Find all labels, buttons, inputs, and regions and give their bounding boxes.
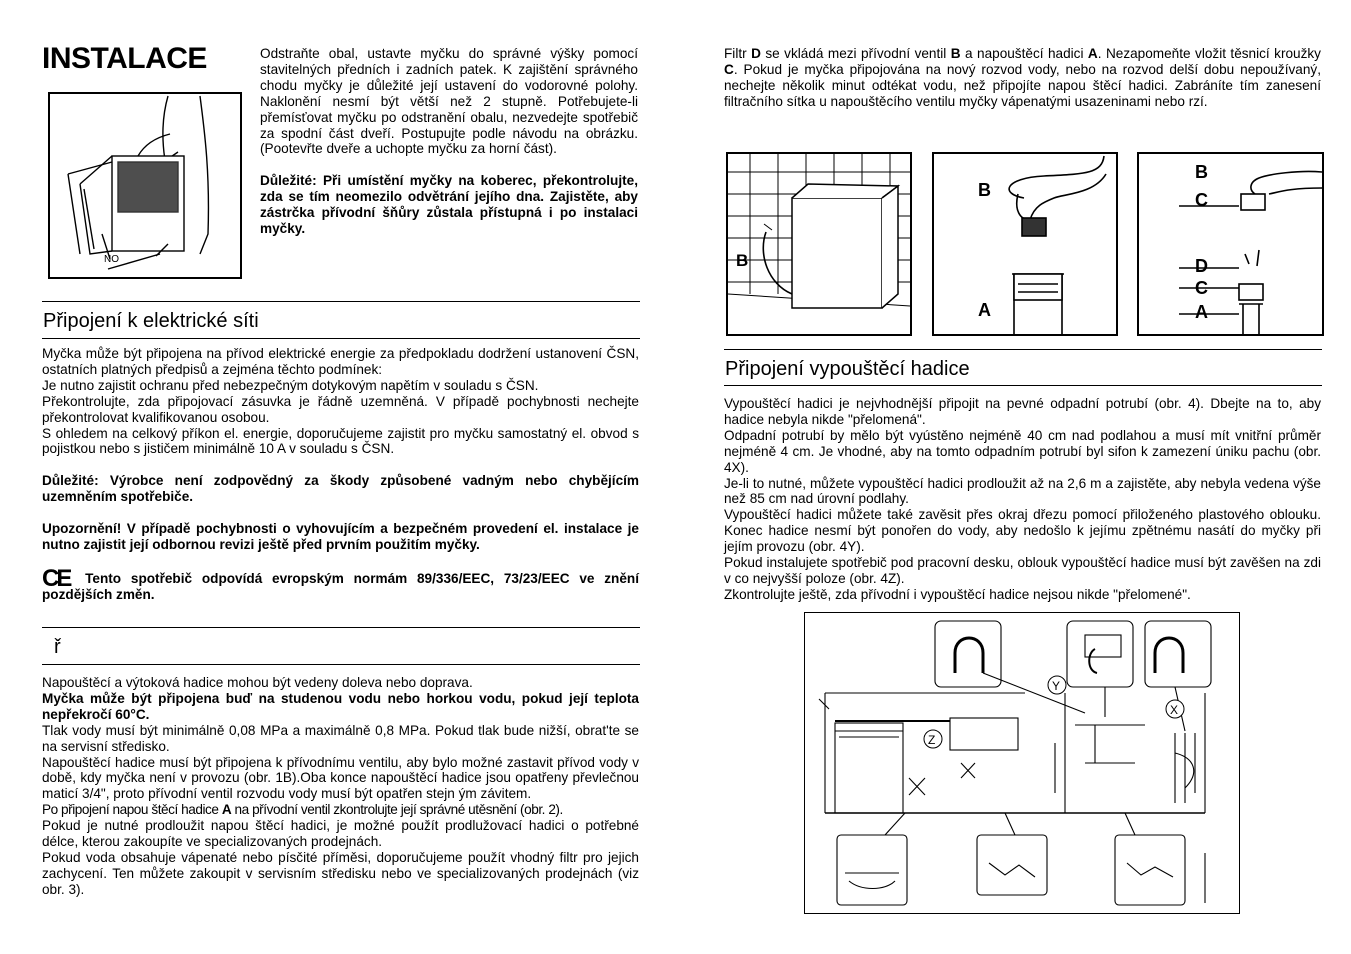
intro-important: Důležité: Při umístění myčky na koberec, překontrolujte, zda se tím neomezilo odvětrání jejího dna. Zajistěte, aby zástrčka přívodní šňůry zůstala přístupná i po instalaci myčky.: [260, 173, 638, 237]
electric-paragraph: Je nutno zajistit ochranu před nebezpečným dotykovým napětím v souladu s ČSN.: [42, 377, 539, 393]
ce-statement: [42, 564, 639, 603]
label-a: A: [1195, 302, 1208, 322]
drain-paragraph: Vypouštěcí hadici je nejvhodnější připojit na pevné odpadní potrubí (obr. 4). Dbejte na to, aby hadice nebyla nikde "přelomená".: [724, 396, 1321, 427]
intro-text: Odstraňte obal, ustavte myčku do správné výšky pomocí stavitelných předních i zadních patek. K zajištění správného chodu myčky je důležité její ustavení do vodorovné polohy. Naklonění nesmí být větší než 2 stupně. Potřebujete-li přemísťovat myčku po odstranění obalu, nezvedejte spotřebič za spodní část dveří. Postupujte podle návodu na obrázku. (Pootevřte dveře a uchopte myčku za horní část).: [260, 46, 638, 157]
label-c: C: [1195, 278, 1208, 298]
lifting-figure: [48, 92, 242, 279]
figure-3-filter: [1137, 152, 1324, 336]
electric-paragraph: Myčka může být připojena na přívod elektrické energie za předpokladu dodržení ustanovení ČSN, ostatních platných předpisů a zejména těchto podmínek:: [42, 346, 639, 377]
section-heading-water: ř: [54, 636, 61, 658]
water-bold-paragraph: Myčka může být připojena buď na studenou vodu nebo horkou vodu, pokud její teplota nepřekročí 60°C.: [42, 690, 639, 722]
divider: [42, 338, 640, 339]
figure-2-hose-connection: [932, 152, 1118, 336]
divider: [724, 349, 1322, 350]
label-a: A: [978, 300, 991, 320]
drain-paragraph: Vypouštěcí hadici můžete také zavěsit přes okraj dřezu pomocí přiloženého plastového oblouku. Konec hadice nesmí být ponořen do vody, aby nedošlo k jejímu zpětnému nasátí do myčky při jejím provozu (obr. 4Y).: [724, 507, 1321, 555]
divider: [42, 301, 640, 302]
warning-text: Upozornění! V případě pochybnosti o vyhovujícím a bezpečném provedení el. instalace je nutno zajistit její odbornou revizi ještě před prvním použitím myčky.: [42, 521, 639, 553]
label-b: B: [736, 251, 749, 270]
electric-paragraph: Překontrolujte, zda připojovací zásuvka je řádně uzemněná. V případě pochybnosti nechejte překontrolovat kvalifikovanou osobou.: [42, 393, 639, 425]
figure-1-dishwasher-tap: [726, 152, 912, 336]
ce-logo: CE: [42, 564, 70, 592]
water-section: [42, 675, 639, 898]
figure-4-drain-installation: [804, 612, 1240, 914]
filter-paragraph: Filtr D se vkládá mezi přívodní ventil B a napouštěcí hadici A. Nezapomeňte vložit těsnicí kroužky C. Pokud je myčka připojována na nový rozvod vody, nebo na rozvod delší dobu nepoužívaný, nechejte několik minut odtékat vodu, než připojíte napou štěcí hadici. Zabráníte tím zanesení filtračního sítka u napouštěcího ventilu myčky vápenatými usazeninami nebo rzí.: [724, 46, 1321, 109]
drain-paragraph: Zkontrolujte ještě, zda přívodní i vypouštěcí hadice nejsou nikde "přelomené".: [724, 586, 1191, 602]
electric-important: Důležité: Výrobce není zodpovědný za škody způsobené vadným nebo chybějícím uzemněním spotřebiče.: [42, 473, 639, 505]
water-paragraph: Po připojení napou štěcí hadice A na přívodní ventil zkontrolujte její správné utěsnění (obr. 2).: [42, 802, 563, 818]
water-paragraph: Napouštěcí a výtoková hadice mohou být vedeny doleva nebo doprava.: [42, 675, 473, 690]
drain-paragraph: Je-li to nutné, můžete vypouštěcí hadici prodloužit až na 2,6 m a zajistěte, aby nebyla vedena výše než 85 cm nad úrovní podlahy.: [724, 475, 1321, 507]
water-paragraph: Pokud je nutné prodloužit napou štěcí hadici, je možné použít prodlužovací hadici o potřebné délce, kterou zakoupíte ve specializovaných prodejnách.: [42, 818, 639, 850]
divider: [42, 627, 640, 628]
label-b: B: [1195, 162, 1208, 182]
drain-section: [724, 396, 1321, 603]
label-c: C: [1195, 190, 1208, 210]
drain-paragraph: Odpadní potrubí by mělo být vyústěno nejméně 40 cm nad podlahou a musí mít vnitřní průměr nejméně 4 cm. Je vhodné, aby na tomto odpadním potrubí byl sifon k zamezení úniku pachu (obr. 4X).: [724, 427, 1321, 475]
label-x: X: [1170, 703, 1179, 717]
water-paragraph: Napouštěcí hadice musí být připojena k přívodnímu ventilu, aby bylo možné zastavit přívod vody v době, kdy myčka není v provozu (obr. 1B).Oba konce napouštěcí hadice jsou opatřeny převlečnou maticí 3/4", proto přívodní ventil rozvodu vody musí být opatřen stejn ým závitem.: [42, 754, 639, 802]
section-heading-drain: Připojení vypouštěcí hadice: [725, 358, 970, 380]
ce-text: Tento spotřebič odpovídá evropským normám 89/336/EEC, 73/23/EEC ve znění pozdějších změn.: [42, 570, 639, 602]
label-y: Y: [1052, 679, 1061, 693]
electric-section: [42, 346, 639, 603]
no-label: NO: [104, 254, 119, 265]
section-heading-electric: Připojení k elektrické síti: [43, 310, 259, 332]
drain-paragraph: Pokud instalujete spotřebič pod pracovní desku, oblouk vypouštěcí hadice musí být zavěšen na zdi v co nejvyšší poloze (obr. 4Z).: [724, 555, 1321, 586]
intro-paragraph: [260, 46, 638, 237]
electric-paragraph: S ohledem na celkový příkon el. energie, doporučujeme zajistit pro myčku samostatný el. obvod s pojistkou nebo s jističem minimálně 10 A v souladu s ČSN.: [42, 425, 639, 457]
divider: [724, 385, 1322, 386]
label-d: D: [1195, 256, 1208, 276]
divider: [42, 664, 640, 665]
page-title: INSTALACE: [42, 42, 207, 75]
water-paragraph: Pokud voda obsahuje vápenaté nebo písčité příměsi, doporučujeme použít vhodný filtr pro jejich zachycení. Ten můžete zakoupit v servisním středisku nebo ve specializovaných prodejnách (viz obr. 3).: [42, 849, 639, 897]
label-z: Z: [928, 733, 936, 747]
label-b: B: [978, 180, 991, 200]
water-paragraph: Tlak vody musí být minimálně 0,08 MPa a maximálně 0,8 MPa. Pokud tlak bude nižší, obrat'te se na servisní středisko.: [42, 722, 639, 754]
